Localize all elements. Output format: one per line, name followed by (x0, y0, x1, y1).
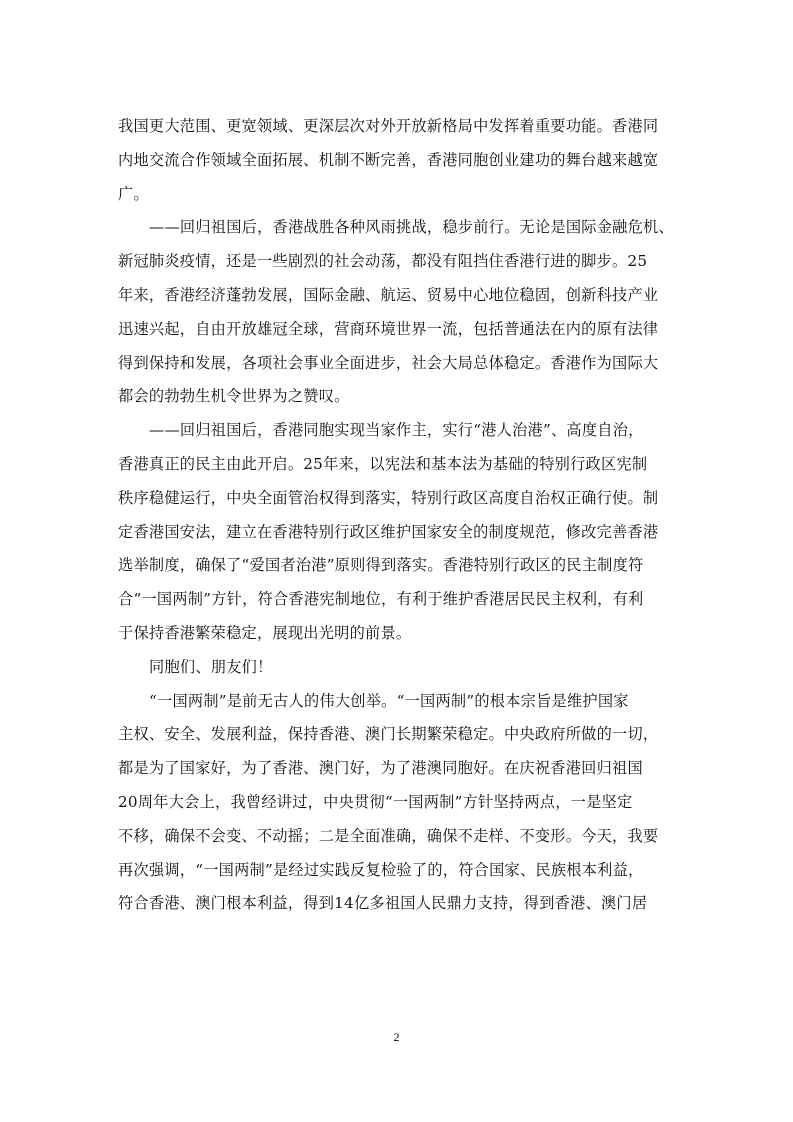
text-line: 都是为了国家好，为了香港、澳门好，为了港澳同胞好。在庆祝香港回归祖国 (118, 759, 643, 778)
text-line: 符合香港、澳门根本利益，得到14亿多祖国人民鼎力支持，得到香港、澳门居 (118, 894, 648, 913)
text-line: 年来，香港经济蓬勃发展，国际金融、航运、贸易中心地位稳固，创新科技产业 (118, 285, 659, 304)
text-line: ——回归祖国后，香港战胜各种风雨挑战，稳步前行。无论是国际金融危机、 (149, 218, 674, 237)
text-line: 新冠肺炎疫情，还是一些剧烈的社会动荡，都没有阻挡住香港行进的脚步。25 (118, 252, 648, 271)
text-line: 我国更大范围、更宽领域、更深层次对外开放新格局中发挥着重要功能。香港同 (118, 117, 659, 135)
text-line: 于保持香港繁荣稳定，展现出光明的前景。 (118, 623, 412, 642)
page-number: 2 (393, 1030, 400, 1044)
text-line: 同胞们、朋友们！ (149, 657, 273, 676)
text-line: 广。 (118, 184, 149, 203)
text-line: 迅速兴起，自由开放雄冠全球，营商环境世界一流，包括普通法在内的原有法律 (118, 319, 659, 338)
text-line: 都会的勃勃生机令世界为之赞叹。 (118, 387, 350, 406)
text-line: 再次强调，“一国两制”是经过实践反复检验了的，符合国家、民族根本利益， (118, 860, 644, 879)
text-line: “一国两制”是前无古人的伟大创举。“一国两制”的根本宗旨是维护国家 (149, 691, 629, 710)
text-line: 选举制度，确保了“爱国者治港”原则得到落实。香港特别行政区的民主制度符 (118, 556, 644, 575)
text-line: 得到保持和发展，各项社会事业全面进步，社会大局总体稳定。香港作为国际大 (118, 353, 659, 372)
text-line: 20周年大会上，我曾经讲过，中央贯彻“一国两制”方针坚持两点，一是坚定 (118, 792, 633, 811)
text-line: 主权、安全、发展利益，保持香港、澳门长期繁荣稳定。中央政府所做的一切， (118, 725, 659, 744)
body-text (118, 110, 678, 921)
text-line: 定香港国安法，建立在香港特别行政区维护国家安全的制度规范，修改完善香港 (118, 522, 659, 541)
text-line: 合“一国两制”方针，符合香港宪制地位，有利于维护香港居民民主权利，有利 (118, 590, 644, 609)
text-line: 秩序稳健运行，中央全面管治权得到落实，特别行政区高度自治权正确行使。制 (118, 488, 659, 507)
text-line: ——回归祖国后，香港同胞实现当家作主，实行“港人治港”、高度自治， (149, 421, 644, 440)
text-line: 内地交流合作领域全面拓展、机制不断完善，香港同胞创业建功的舞台越来越宽 (118, 150, 659, 169)
text-line: 不移，确保不会变、不动摇；二是全面准确，确保不走样、不变形。今天，我要 (118, 826, 659, 845)
text-line: 香港真正的民主由此开启。25年来，以宪法和基本法为基础的特别行政区宪制 (118, 454, 648, 473)
